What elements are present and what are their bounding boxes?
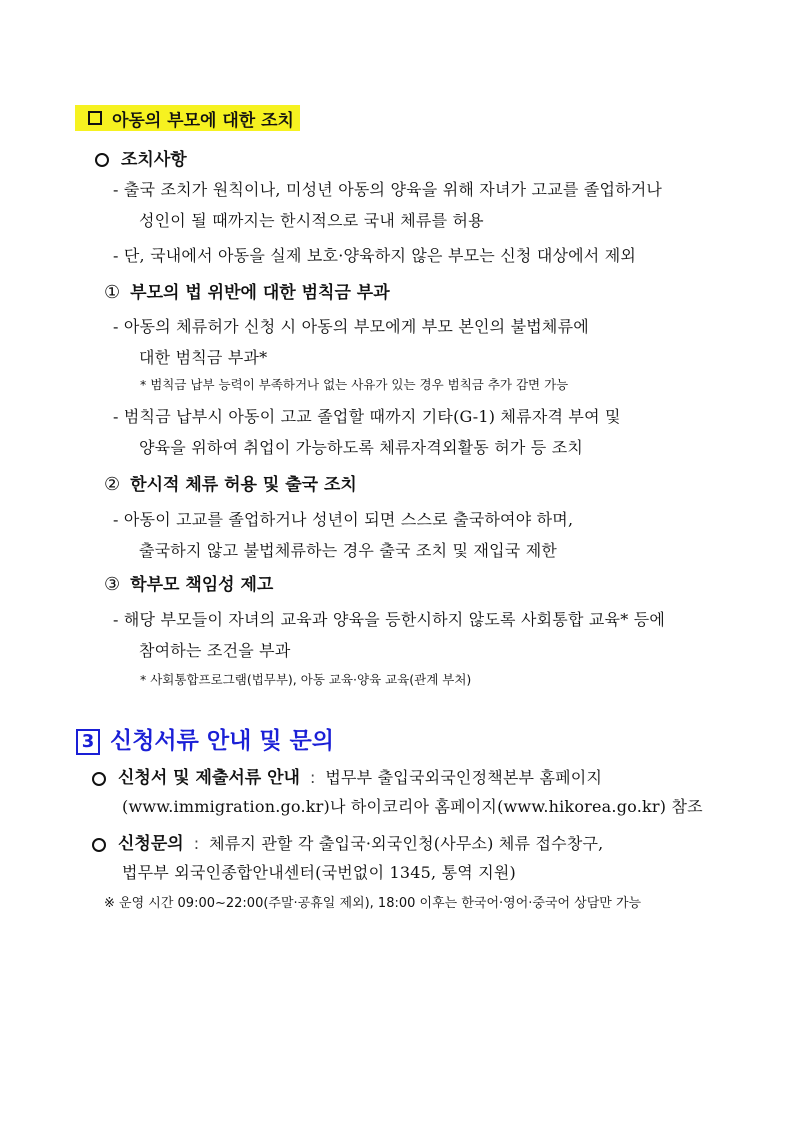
docs-line-1 <box>92 763 602 788</box>
circle-bullet-icon <box>92 772 106 786</box>
item-2-number: ② <box>104 474 121 495</box>
item-1-line-1: - 아동의 체류허가 신청 시 아동의 부모에게 부모 본인의 불법체류에 <box>113 317 589 336</box>
part-3-heading <box>76 722 334 755</box>
inquiry-colon: : <box>193 834 200 853</box>
item-1-note: * 범칙금 납부 능력이 부족하거나 없는 사유가 있는 경우 범칙금 추가 감면 가능 <box>140 377 569 392</box>
inquiry-text-1: 체류지 관할 각 출입국·외국인청(사무소) 체류 접수창구, <box>209 834 604 853</box>
inquiry-line-1 <box>92 829 603 854</box>
item-1-number: ① <box>104 282 121 303</box>
item-1-heading <box>104 278 390 303</box>
inquiry-label: 신청문의 <box>118 834 184 854</box>
measures-line-2: 성인이 될 때까지는 한시적으로 국내 체류를 허용 <box>139 211 484 230</box>
item-2-line-1: - 아동이 고교를 졸업하거나 성년이 되면 스스로 출국하여야 하며, <box>113 510 574 529</box>
measures-heading <box>95 145 187 170</box>
item-2-heading <box>104 470 357 495</box>
docs-label: 신청서 및 제출서류 안내 <box>118 768 300 788</box>
item-3-line-2: 참여하는 조건을 부과 <box>139 641 291 660</box>
part-3-title: 신청서류 안내 및 문의 <box>110 728 334 754</box>
section-heading-text: 아동의 부모에 대한 조치 <box>112 110 294 131</box>
square-bullet-icon <box>88 111 102 125</box>
item-1-line-4: 양육을 위하여 취업이 가능하도록 체류자격외활동 허가 등 조치 <box>139 438 584 457</box>
item-1-title: 부모의 법 위반에 대한 범칙금 부과 <box>130 283 390 303</box>
item-3-heading <box>104 570 273 595</box>
item-1-line-2: 대한 범칙금 부과* <box>139 348 268 367</box>
docs-text-2: (www.immigration.go.kr)나 하이코리아 홈페이지(www.hikorea.go.kr) 참조 <box>122 797 703 816</box>
measures-line-1: - 출국 조치가 원칙이나, 미성년 아동의 양육을 위해 자녀가 고교를 졸업하거나 <box>113 180 663 199</box>
item-1-line-3: - 범칙금 납부시 아동이 고교 졸업할 때까지 기타(G-1) 체류자격 부여 및 <box>113 407 621 426</box>
item-3-note: * 사회통합프로그램(법무부), 아동 교육·양육 교육(관계 부처) <box>140 672 472 687</box>
item-3-number: ③ <box>104 574 121 595</box>
item-3-line-1: - 해당 부모들이 자녀의 교육과 양육을 등한시하지 않도록 사회통합 교육* 등에 <box>113 610 666 629</box>
hours-note: ※ 운영 시간 09:00~22:00(주말·공휴일 제외), 18:00 이후는 한국어·영어·중국어 상담만 가능 <box>104 896 642 911</box>
part-3-number: 3 <box>76 729 100 755</box>
circle-bullet-icon <box>92 838 106 852</box>
docs-text-1: 법무부 출입국외국인정책본부 홈페이지 <box>325 768 603 787</box>
measures-line-3: - 단, 국내에서 아동을 실제 보호·양육하지 않은 부모는 신청 대상에서 제외 <box>113 246 637 265</box>
inquiry-text-2: 법무부 외국인종합안내센터(국번없이 1345, 통역 지원) <box>122 863 516 882</box>
measures-label: 조치사항 <box>121 150 187 170</box>
section-heading <box>75 105 300 131</box>
item-3-title: 학부모 책임성 제고 <box>130 575 274 595</box>
circle-bullet-icon <box>95 153 109 167</box>
item-2-line-2: 출국하지 않고 불법체류하는 경우 출국 조치 및 재입국 제한 <box>139 541 558 560</box>
docs-colon: : <box>309 768 316 787</box>
item-2-title: 한시적 체류 허용 및 출국 조치 <box>130 475 357 495</box>
